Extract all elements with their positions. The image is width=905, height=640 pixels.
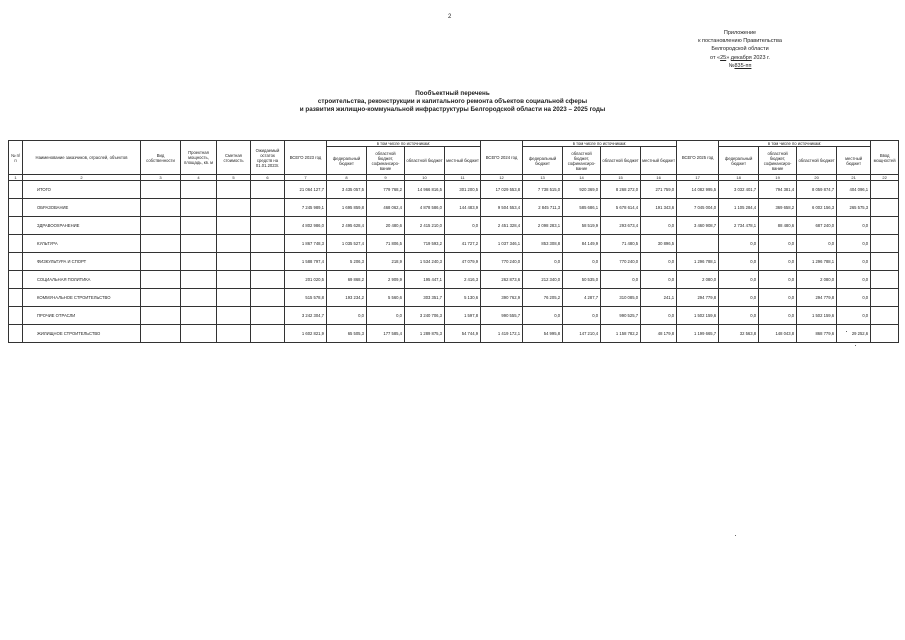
appendix-date: от «25» декабря 2023 г. (710, 55, 770, 61)
objects-table (8, 140, 896, 343)
header-regional-cofin-2025: областной бюджет, софинансиро-вание (759, 147, 797, 175)
table-body (9, 181, 899, 343)
cell-c16: 271 759,0 (641, 181, 677, 199)
cell-num (9, 199, 23, 217)
cell-expected (251, 235, 285, 253)
cell-capacity (181, 307, 217, 325)
document-title (200, 90, 705, 114)
cell-c7: 515 578,8 (285, 289, 327, 307)
header-total-2023: ВСЕГО 2023 год (285, 141, 327, 175)
header-group-2025: в том числе по источникам: (719, 141, 871, 147)
column-number: 19 (759, 175, 797, 181)
cell-c13: 7 738 515,0 (523, 181, 563, 199)
cell-ownership (141, 181, 181, 199)
cell-capacity (181, 235, 217, 253)
scan-speck (846, 331, 847, 332)
cell-c12: 990 555,7 (481, 307, 523, 325)
cell-expected (251, 217, 285, 235)
cell-num (9, 307, 23, 325)
cell-c21: 0,0 (837, 289, 871, 307)
cell-ownership (141, 271, 181, 289)
cell-name: ИТОГО (23, 181, 141, 199)
cell-expected (251, 199, 285, 217)
cell-c20: 8 059 874,7 (797, 181, 837, 199)
column-number: 15 (601, 175, 641, 181)
cell-c17: 14 082 995,5 (677, 181, 719, 199)
cell-c13: 54 995,8 (523, 325, 563, 343)
header-regional-2023: областной бюджет (405, 147, 445, 175)
column-number: 9 (367, 175, 405, 181)
cell-c9: 0,0 (367, 307, 405, 325)
table-row (9, 271, 899, 289)
column-number: 17 (677, 175, 719, 181)
cell-c15: 990 525,7 (601, 307, 641, 325)
cell-c18: 2 734 478,1 (719, 217, 759, 235)
cell-c10: 1 534 240,3 (405, 253, 445, 271)
cell-c17: 1 296 788,1 (677, 253, 719, 271)
cell-c21: 265 575,3 (837, 199, 871, 217)
cell-estimate (217, 271, 251, 289)
cell-c15: 293 673,4 (601, 217, 641, 235)
cell-c9: 468 062,4 (367, 199, 405, 217)
column-number: 1 (9, 175, 23, 181)
cell-c15: 71 480,5 (601, 235, 641, 253)
cell-commissioning (871, 325, 899, 343)
cell-c20: 868 779,6 (797, 325, 837, 343)
header-group-2024: в том числе по источникам: (523, 141, 677, 147)
cell-capacity (181, 325, 217, 343)
cell-c14: 147 210,4 (563, 325, 601, 343)
cell-c7: 7 245 989,1 (285, 199, 327, 217)
cell-expected (251, 181, 285, 199)
cell-c14: 920 369,0 (563, 181, 601, 199)
cell-capacity (181, 253, 217, 271)
cell-c13: 76 205,2 (523, 289, 563, 307)
cell-c14: 0,0 (563, 253, 601, 271)
cell-c7: 4 802 986,0 (285, 217, 327, 235)
appendix-date-month: декабря (730, 55, 752, 61)
header-total-2025: ВСЕГО 2025 год (677, 141, 719, 175)
cell-c11: 144 483,9 (445, 199, 481, 217)
cell-c16: 48 179,8 (641, 325, 677, 343)
cell-c19: 369 658,2 (759, 199, 797, 217)
cell-c16: 0,0 (641, 271, 677, 289)
header-name: Наименование заказчиков, отраслей, объектов (23, 141, 141, 175)
header-federal-2025: федеральный бюджет (719, 147, 759, 175)
cell-c12: 1 419 172,1 (481, 325, 523, 343)
cell-c9: 2 909,9 (367, 271, 405, 289)
cell-ownership (141, 217, 181, 235)
table-row (9, 289, 899, 307)
cell-c20: 6 002 156,3 (797, 199, 837, 217)
table-row (9, 217, 899, 235)
header-group-2023: в том числе по источникам: (327, 141, 481, 147)
cell-c16: 0,0 (641, 307, 677, 325)
cell-c14: 50 535,0 (563, 271, 601, 289)
cell-c12: 262 873,6 (481, 271, 523, 289)
column-number: 20 (797, 175, 837, 181)
cell-estimate (217, 289, 251, 307)
cell-commissioning (871, 271, 899, 289)
cell-c11: 0,0 (445, 217, 481, 235)
cell-ownership (141, 289, 181, 307)
cell-estimate (217, 253, 251, 271)
cell-estimate (217, 307, 251, 325)
cell-c18: 32 563,8 (719, 325, 759, 343)
cell-c8: 3 435 057,5 (327, 181, 367, 199)
column-number: 21 (837, 175, 871, 181)
cell-name: ПРОЧИЕ ОТРАСЛИ (23, 307, 141, 325)
cell-c8: 193 234,2 (327, 289, 367, 307)
table-row (9, 307, 899, 325)
cell-estimate (217, 181, 251, 199)
cell-c15: 310 085,0 (601, 289, 641, 307)
appendix-number-value: 835-пп (734, 63, 752, 69)
cell-c7: 201 020,5 (285, 271, 327, 289)
cell-c15: 0,0 (601, 271, 641, 289)
cell-c16: 0,0 (641, 253, 677, 271)
column-number: 5 (217, 175, 251, 181)
cell-c11: 5 130,6 (445, 289, 481, 307)
cell-name: ЗДРАВООХРАНЕНИЕ (23, 217, 141, 235)
column-number: 18 (719, 175, 759, 181)
cell-expected (251, 253, 285, 271)
cell-c21: 404 096,1 (837, 181, 871, 199)
cell-c20: 2 080,0 (797, 271, 837, 289)
cell-c14: 0,0 (563, 307, 601, 325)
cell-c9: 177 585,4 (367, 325, 405, 343)
cell-c17: 3 460 908,7 (677, 217, 719, 235)
header-total-2024: ВСЕГО 2024 год (481, 141, 523, 175)
header-commissioning: Ввод мощностей (871, 141, 899, 175)
cell-name: КОММУНАЛЬНОЕ СТРОИТЕЛЬСТВО (23, 289, 141, 307)
cell-commissioning (871, 217, 899, 235)
cell-c12: 9 504 553,4 (481, 199, 523, 217)
title-line-1: Пообъектный перечень (415, 90, 490, 97)
cell-c7: 1 867 748,3 (285, 235, 327, 253)
cell-c8: 65 505,3 (327, 325, 367, 343)
cell-c16: 0,0 (641, 217, 677, 235)
cell-commissioning (871, 307, 899, 325)
cell-c11: 41 727,2 (445, 235, 481, 253)
cell-c10: 719 593,2 (405, 235, 445, 253)
header-regional-cofin-2024: областной бюджет, софинансиро-вание (563, 147, 601, 175)
cell-capacity (181, 289, 217, 307)
cell-c17: 2 080,0 (677, 271, 719, 289)
cell-c10: 195 447,1 (405, 271, 445, 289)
cell-c11: 301 200,5 (445, 181, 481, 199)
appendix-date-year: 2023 г. (753, 55, 770, 61)
cell-c20: 294 779,8 (797, 289, 837, 307)
cell-c17: 294 779,8 (677, 289, 719, 307)
cell-expected (251, 307, 285, 325)
column-number: 12 (481, 175, 523, 181)
cell-c18: 1 105 284,4 (719, 199, 759, 217)
cell-c7: 3 242 304,7 (285, 307, 327, 325)
cell-commissioning (871, 199, 899, 217)
cell-c12: 390 762,9 (481, 289, 523, 307)
appendix-line-1: Приложение (723, 30, 757, 36)
cell-c15: 5 678 614,4 (601, 199, 641, 217)
cell-c10: 4 878 586,0 (405, 199, 445, 217)
cell-c16: 30 896,5 (641, 235, 677, 253)
cell-c21: 0,0 (837, 217, 871, 235)
cell-c7: 21 064 127,7 (285, 181, 327, 199)
scan-speck (735, 535, 736, 536)
cell-c19: 0,0 (759, 271, 797, 289)
column-number: 16 (641, 175, 677, 181)
cell-c17: 1 199 665,7 (677, 325, 719, 343)
cell-c15: 770 240,0 (601, 253, 641, 271)
column-number: 13 (523, 175, 563, 181)
column-number: 22 (871, 175, 899, 181)
cell-c13: 0,0 (523, 307, 563, 325)
cell-c9: 779 768,2 (367, 181, 405, 199)
cell-c8: 1 695 859,8 (327, 199, 367, 217)
header-capacity: Проектная мощность, площадь, кв. м (181, 141, 217, 175)
cell-c11: 2 416,3 (445, 271, 481, 289)
title-line-3: и развития жилищно-коммунальной инфраструктуры Белгородской области на 2023 – 2025 годы (299, 106, 606, 113)
cell-c13: 2 098 283,1 (523, 217, 563, 235)
cell-c7: 1 588 797,4 (285, 253, 327, 271)
header-regional-cofin-2023: областной бюджет, софинансиро-вание (367, 147, 405, 175)
column-number: 10 (405, 175, 445, 181)
column-number: 2 (23, 175, 141, 181)
cell-c13: 0,0 (523, 253, 563, 271)
cell-estimate (217, 217, 251, 235)
cell-name: ФИЗКУЛЬТУРА И СПОРТ (23, 253, 141, 271)
cell-commissioning (871, 253, 899, 271)
cell-c21: 0,0 (837, 271, 871, 289)
cell-num (9, 325, 23, 343)
cell-c20: 1 296 788,1 (797, 253, 837, 271)
table-row (9, 253, 899, 271)
cell-c10: 3 240 706,3 (405, 307, 445, 325)
cell-c11: 1 597,8 (445, 307, 481, 325)
page-number: 2 (448, 14, 452, 20)
cell-ownership (141, 253, 181, 271)
cell-c19: 0,0 (759, 253, 797, 271)
header-local-2025: местный бюджет (837, 147, 871, 175)
cell-commissioning (871, 181, 899, 199)
cell-c14: 58 519,9 (563, 217, 601, 235)
cell-c9: 71 806,5 (367, 235, 405, 253)
cell-c8: 5 206,3 (327, 253, 367, 271)
cell-commissioning (871, 235, 899, 253)
column-number: 11 (445, 175, 481, 181)
cell-name: ОБРАЗОВАНИЕ (23, 199, 141, 217)
cell-c20: 0,0 (797, 235, 837, 253)
cell-ownership (141, 199, 181, 217)
cell-c16: 241,1 (641, 289, 677, 307)
header-num: № п/п (9, 141, 23, 175)
cell-ownership (141, 325, 181, 343)
cell-c21: 0,0 (837, 253, 871, 271)
column-number: 7 (285, 175, 327, 181)
header-federal-2023: федеральный бюджет (327, 147, 367, 175)
table-header (9, 141, 899, 181)
cell-num (9, 253, 23, 271)
cell-c13: 212 340,0 (523, 271, 563, 289)
cell-name: ЖИЛИЩНОЕ СТРОИТЕЛЬСТВО (23, 325, 141, 343)
cell-c18: 0,0 (719, 307, 759, 325)
cell-c15: 1 158 782,2 (601, 325, 641, 343)
cell-num (9, 235, 23, 253)
cell-c8: 69 868,2 (327, 271, 367, 289)
cell-c21: 29 252,6 (837, 325, 871, 343)
cell-c19: 0,0 (759, 235, 797, 253)
header-estimate: Сметная стоимость (217, 141, 251, 175)
cell-num (9, 217, 23, 235)
column-number: 4 (181, 175, 217, 181)
cell-expected (251, 325, 285, 343)
cell-c12: 2 451 328,4 (481, 217, 523, 235)
cell-c21: 0,0 (837, 235, 871, 253)
cell-c14: 585 686,1 (563, 199, 601, 217)
cell-capacity (181, 217, 217, 235)
cell-c17: 7 045 004,0 (677, 199, 719, 217)
cell-capacity (181, 181, 217, 199)
cell-c10: 2 415 210,0 (405, 217, 445, 235)
cell-expected (251, 289, 285, 307)
table-row (9, 325, 899, 343)
cell-num (9, 271, 23, 289)
cell-c15: 8 268 272,0 (601, 181, 641, 199)
cell-capacity (181, 271, 217, 289)
cell-c19: 88 480,6 (759, 217, 797, 235)
cell-c12: 1 037 346,1 (481, 235, 523, 253)
appendix-number: №835-пп (728, 63, 752, 69)
cell-c18: 0,0 (719, 289, 759, 307)
appendix-date-day: 25 (720, 55, 727, 61)
cell-c9: 218,9 (367, 253, 405, 271)
cell-c9: 20 480,6 (367, 217, 405, 235)
cell-c14: 84 149,9 (563, 235, 601, 253)
cell-c21: 0,0 (837, 307, 871, 325)
cell-commissioning (871, 289, 899, 307)
cell-c20: 1 502 159,6 (797, 307, 837, 325)
cell-c13: 2 845 711,3 (523, 199, 563, 217)
cell-estimate (217, 235, 251, 253)
appendix-line-3: Белгородской области (711, 46, 769, 52)
cell-c18: 3 032 401,7 (719, 181, 759, 199)
table-row (9, 235, 899, 253)
table-row (9, 181, 899, 199)
cell-c10: 14 966 816,5 (405, 181, 445, 199)
table-row (9, 199, 899, 217)
column-number: 14 (563, 175, 601, 181)
cell-c8: 1 035 527,4 (327, 235, 367, 253)
cell-c10: 1 289 875,3 (405, 325, 445, 343)
cell-c19: 0,0 (759, 307, 797, 325)
cell-c12: 17 029 553,8 (481, 181, 523, 199)
cell-c18: 0,0 (719, 253, 759, 271)
column-number: 6 (251, 175, 285, 181)
cell-estimate (217, 199, 251, 217)
cell-c19: 794 381,4 (759, 181, 797, 199)
cell-c18: 0,0 (719, 235, 759, 253)
cell-c19: 0,0 (759, 289, 797, 307)
column-number: 8 (327, 175, 367, 181)
column-number: 3 (141, 175, 181, 181)
header-local-2023: местный бюджет (445, 147, 481, 175)
cell-c14: 4 287,7 (563, 289, 601, 307)
cell-estimate (217, 325, 251, 343)
cell-c9: 5 560,6 (367, 289, 405, 307)
cell-c10: 303 351,7 (405, 289, 445, 307)
header-federal-2024: федеральный бюджет (523, 147, 563, 175)
header-regional-2025: областной бюджет (797, 147, 837, 175)
cell-c19: 148 043,8 (759, 325, 797, 343)
appendix-line-2: к постановлению Правительства (698, 38, 782, 44)
cell-c11: 47 079,9 (445, 253, 481, 271)
cell-c16: 191 343,6 (641, 199, 677, 217)
header-expected: Ожидаемый остаток средств на 01.01.2023г. (251, 141, 285, 175)
cell-name: СОЦИАЛЬНАЯ ПОЛИТИКА (23, 271, 141, 289)
cell-c17: 1 502 159,6 (677, 307, 719, 325)
header-ownership: Вид собственности (141, 141, 181, 175)
cell-c12: 770 240,0 (481, 253, 523, 271)
cell-c18: 0,0 (719, 271, 759, 289)
cell-num (9, 289, 23, 307)
scan-speck (855, 345, 856, 346)
header-regional-2024: областной бюджет (601, 147, 641, 175)
cell-capacity (181, 199, 217, 217)
cell-c7: 1 602 821,9 (285, 325, 327, 343)
cell-c11: 54 744,9 (445, 325, 481, 343)
cell-c13: 853 308,8 (523, 235, 563, 253)
cell-num (9, 181, 23, 199)
cell-name: КУЛЬТУРА (23, 235, 141, 253)
appendix-block (640, 29, 840, 70)
cell-c8: 0,0 (327, 307, 367, 325)
cell-ownership (141, 235, 181, 253)
header-local-2024: местный бюджет (641, 147, 677, 175)
cell-c20: 687 240,0 (797, 217, 837, 235)
cell-expected (251, 271, 285, 289)
cell-c17 (677, 235, 719, 253)
cell-ownership (141, 307, 181, 325)
title-line-2: строительства, реконструкции и капитального ремонта объектов социальной сферы (317, 98, 588, 105)
cell-c8: 2 495 628,4 (327, 217, 367, 235)
